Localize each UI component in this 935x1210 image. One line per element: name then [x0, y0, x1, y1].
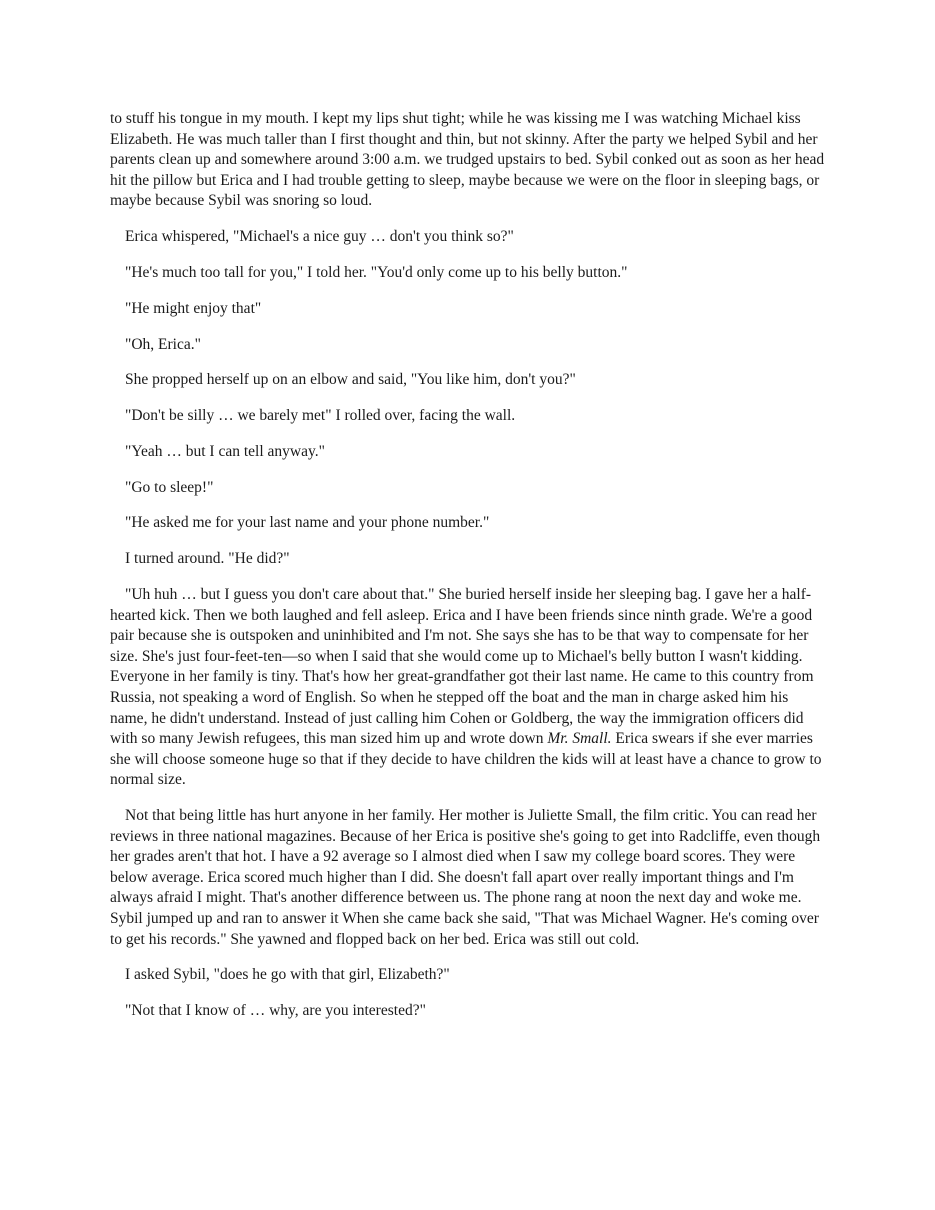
paragraph-erica-backstory [110, 585, 825, 791]
paragraph-dialogue: "Go to sleep!" [125, 478, 214, 496]
document-page [110, 109, 825, 1037]
italic-name: Mr. Small. [547, 730, 612, 748]
paragraph-dialogue: I asked Sybil, "does he go with that girl, Elizabeth?" [125, 966, 450, 984]
paragraph-dialogue: I turned around. "He did?" [125, 550, 290, 568]
paragraph-opening: to stuff his tongue in my mouth. I kept my lips shut tight; while he was kissing me I was watching Michael kiss Elizabeth. He was much taller than I first thought and thin, but not skinny. After the party we helped Sybil and her parents clean up and somewhere around 3:00 a.m. we trudged upstairs to bed. Sybil conked out as soon as her head hit the pillow but Erica and I had trouble getting to sleep, maybe because we were on the floor in sleeping bags, or maybe because Sybil was snoring so loud. [110, 110, 825, 210]
paragraph-dialogue: "He asked me for your last name and your phone number." [125, 514, 490, 532]
paragraph-family: Not that being little has hurt anyone in her family. Her mother is Juliette Small, the film critic. You can read her reviews in three national magazines. Because of her Erica is positive she's going to get into Radcliffe, even though her grades aren't that hot. I have a 92 average so I almost died when I saw my college board scores. They were below average. Erica scored much higher than I did. She doesn't fall apart over really important things and I'm always afraid I might. That's another difference between us. The phone rang at noon the next day and woke me. Sybil jumped up and ran to answer it When she came back she said, "That was Michael Wagner. He's coming over to get his records." She yawned and flopped back on her bed. Erica was still out cold. [110, 807, 821, 948]
paragraph-text-before: "Uh huh … but I guess you don't care about that." She buried herself inside her sleeping bag. I gave her a half-hearted kick. Then we both laughed and fell asleep. Erica and I have been friends since ninth grade. We're a good pair because she is outspoken and uninhibited and I'm not. She says she has to be that way to compensate for her size. She's just four-feet-ten—so when I said that she would come up to Michael's belly button I wasn't kidding. Everyone in her family is tiny. That's how her great-grandfather got their last name. He came to this country from Russia, not speaking a word of English. So when he stepped off the boat and the man in charge asked him his name, he didn't understand. Instead of just calling him Cohen or Goldberg, the way the immigration officers did with so many Jewish refugees, this man sized him up and wrote down [110, 585, 814, 748]
paragraph-dialogue: "Oh, Erica." [125, 335, 201, 353]
paragraph-text-after: Erica swears if she ever marries she will choose someone huge so that if they decide to have children the kids will at least have a chance to grow to normal size. [110, 730, 822, 789]
paragraph-dialogue: She propped herself up on an elbow and said, "You like him, don't you?" [125, 371, 576, 389]
paragraph-dialogue: "He's much too tall for you," I told her. "You'd only come up to his belly button." [125, 263, 628, 281]
paragraph-dialogue: "Yeah … but I can tell anyway." [125, 442, 325, 460]
paragraph-dialogue: "Not that I know of … why, are you interested?" [125, 1002, 426, 1020]
paragraph-dialogue: "Don't be silly … we barely met" I rolled over, facing the wall. [125, 407, 516, 425]
paragraph-dialogue: Erica whispered, "Michael's a nice guy … don't you think so?" [125, 228, 514, 246]
paragraph-dialogue: "He might enjoy that" [125, 299, 262, 317]
